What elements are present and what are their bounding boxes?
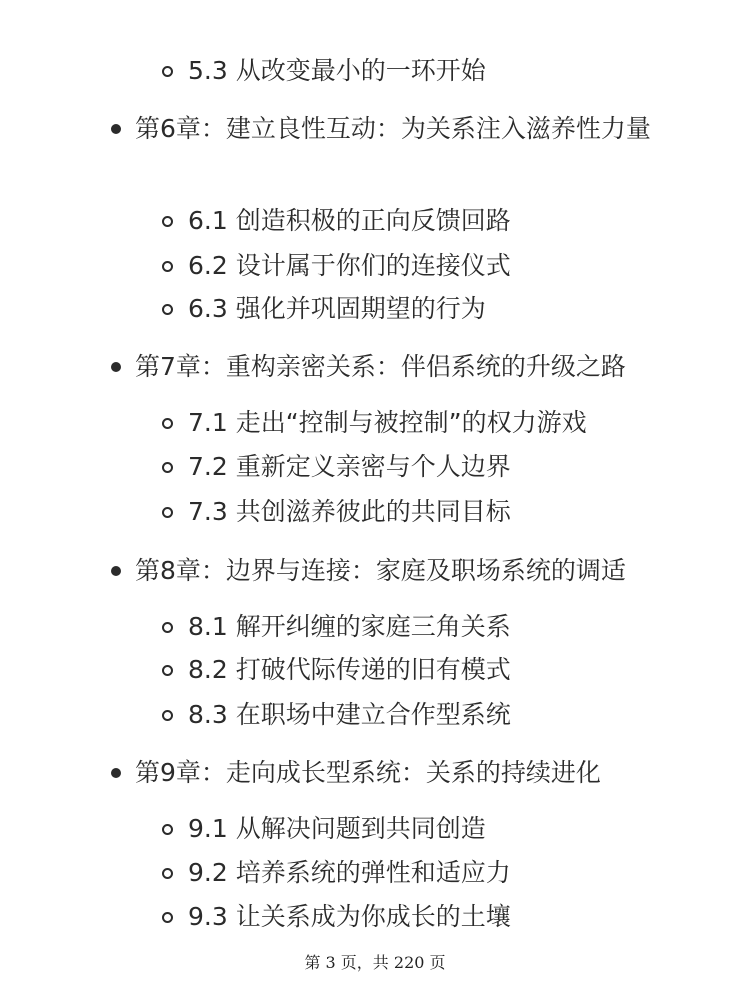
hollow-circle-bullet-icon <box>162 824 173 835</box>
toc-section-label: 5.3 从改变最小的一环开始 <box>188 56 486 85</box>
filled-dot-bullet-icon <box>111 566 121 576</box>
toc-chapter-label: 第9章：走向成长型系统：关系的持续进化 <box>135 758 601 787</box>
toc-section-label: 6.2 设计属于你们的连接仪式 <box>188 251 511 280</box>
hollow-circle-bullet-icon <box>162 507 173 518</box>
toc-chapter-label: 第6章：建立良性互动：为关系注入滋养性力量 <box>135 114 651 143</box>
toc-section-label: 9.3 让关系成为你成长的土壤 <box>188 902 511 931</box>
toc-section-label: 6.3 强化并巩固期望的行为 <box>188 294 486 323</box>
hollow-circle-bullet-icon <box>162 66 173 77</box>
toc-section-label: 8.2 打破代际传递的旧有模式 <box>188 655 511 684</box>
hollow-circle-bullet-icon <box>162 304 173 315</box>
hollow-circle-bullet-icon <box>162 868 173 879</box>
toc-section-label: 9.2 培养系统的弹性和适应力 <box>188 858 511 887</box>
hollow-circle-bullet-icon <box>162 261 173 272</box>
filled-dot-bullet-icon <box>111 362 121 372</box>
hollow-circle-bullet-icon <box>162 710 173 721</box>
page-number-footer: 第 3 页，共 220 页 <box>304 953 446 972</box>
toc-section-label: 7.3 共创滋养彼此的共同目标 <box>188 497 511 526</box>
toc-chapter-label: 第8章：边界与连接：家庭及职场系统的调适 <box>135 556 626 585</box>
filled-dot-bullet-icon <box>111 768 121 778</box>
toc-section-label: 8.1 解开纠缠的家庭三角关系 <box>188 612 511 641</box>
filled-dot-bullet-icon <box>111 124 121 134</box>
hollow-circle-bullet-icon <box>162 462 173 473</box>
hollow-circle-bullet-icon <box>162 418 173 429</box>
toc-section-label: 8.3 在职场中建立合作型系统 <box>188 700 511 729</box>
hollow-circle-bullet-icon <box>162 665 173 676</box>
toc-section-label: 9.1 从解决问题到共同创造 <box>188 814 486 843</box>
toc-section-label: 7.1 走出“控制与被控制”的权力游戏 <box>188 408 587 437</box>
hollow-circle-bullet-icon <box>162 216 173 227</box>
toc-section-label: 6.1 创造积极的正向反馈回路 <box>188 206 511 235</box>
toc-section-label: 7.2 重新定义亲密与个人边界 <box>188 452 511 481</box>
toc-chapter-label: 第7章：重构亲密关系：伴侣系统的升级之路 <box>135 352 626 381</box>
hollow-circle-bullet-icon <box>162 912 173 923</box>
hollow-circle-bullet-icon <box>162 622 173 633</box>
